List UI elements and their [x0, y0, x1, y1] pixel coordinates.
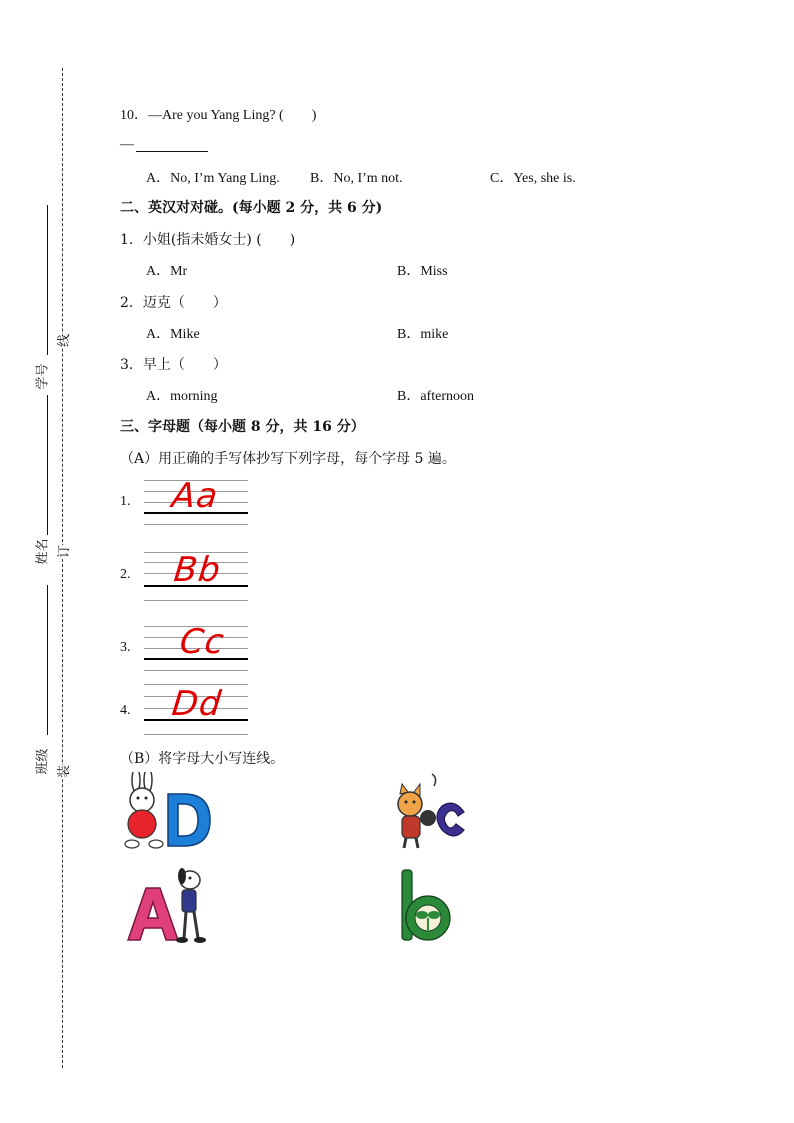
rabbit-with-letter-D — [118, 772, 214, 852]
class-line — [47, 585, 48, 735]
name-label: 姓名 — [35, 538, 51, 565]
binding-mark-line: 线 — [53, 334, 72, 347]
s2-q3: 3．早上（ ） — [120, 357, 227, 373]
q10-option-c: C．Yes, she is. — [490, 171, 576, 186]
section2-title: 二、英汉对对碰。(每小题 2 分，共 6 分) — [120, 200, 383, 216]
class-label: 班级 — [35, 748, 51, 775]
s2-q3-option-a: A．morning — [146, 389, 218, 404]
dog-with-letter-A — [124, 866, 216, 946]
section3-part-b: （B）将字母大小写连线。 — [120, 751, 285, 767]
letter-3-handwriting: Cc — [177, 622, 227, 662]
section3-part-a: （A）用正确的手写体抄写下列字母，每个字母 5 遍。 — [120, 451, 456, 467]
binding-dashed-line — [62, 68, 63, 1068]
student-id-label: 学号 — [35, 363, 51, 390]
s2-q3-option-b: B．afternoon — [397, 389, 474, 404]
q10-answer-prefix: — — [120, 137, 134, 152]
letter-4-handwriting: Dd — [169, 684, 224, 724]
letter-3-number: 3. — [120, 640, 131, 655]
cat-with-letter-c — [392, 772, 468, 852]
letter-4-number: 4. — [120, 703, 131, 718]
s2-q1-option-b: B．Miss — [397, 264, 448, 279]
q10-question: 10．—Are you Yang Ling? ( ) — [120, 108, 317, 123]
s2-q2-option-b: B．mike — [397, 327, 449, 342]
q10-option-a: A．No, I’m Yang Ling. — [146, 171, 280, 186]
s2-q1-option-a: A．Mr — [146, 264, 188, 279]
s2-q2: 2．迈克（ ） — [120, 295, 227, 311]
s2-q2-option-a: A．Mike — [146, 327, 200, 342]
s2-q1: 1．小姐(指未婚女士) ( ) — [120, 232, 296, 248]
letter-2-number: 2. — [120, 567, 131, 582]
section3-title: 三、字母题（每小题 8 分，共 16 分） — [120, 419, 365, 435]
letter-2-handwriting: Bb — [171, 550, 224, 590]
name-line — [47, 395, 48, 535]
student-id-line — [47, 205, 48, 355]
binding-mark-staple: 订 — [53, 545, 72, 558]
letter-1-number: 1. — [120, 494, 131, 509]
letter-b-with-sprout — [398, 866, 454, 946]
q10-option-b: B．No, I’m not. — [310, 171, 403, 186]
letter-1-handwriting: Aa — [169, 476, 221, 516]
q10-answer-line — [136, 151, 208, 152]
binding-mark-bind: 装 — [53, 765, 72, 778]
